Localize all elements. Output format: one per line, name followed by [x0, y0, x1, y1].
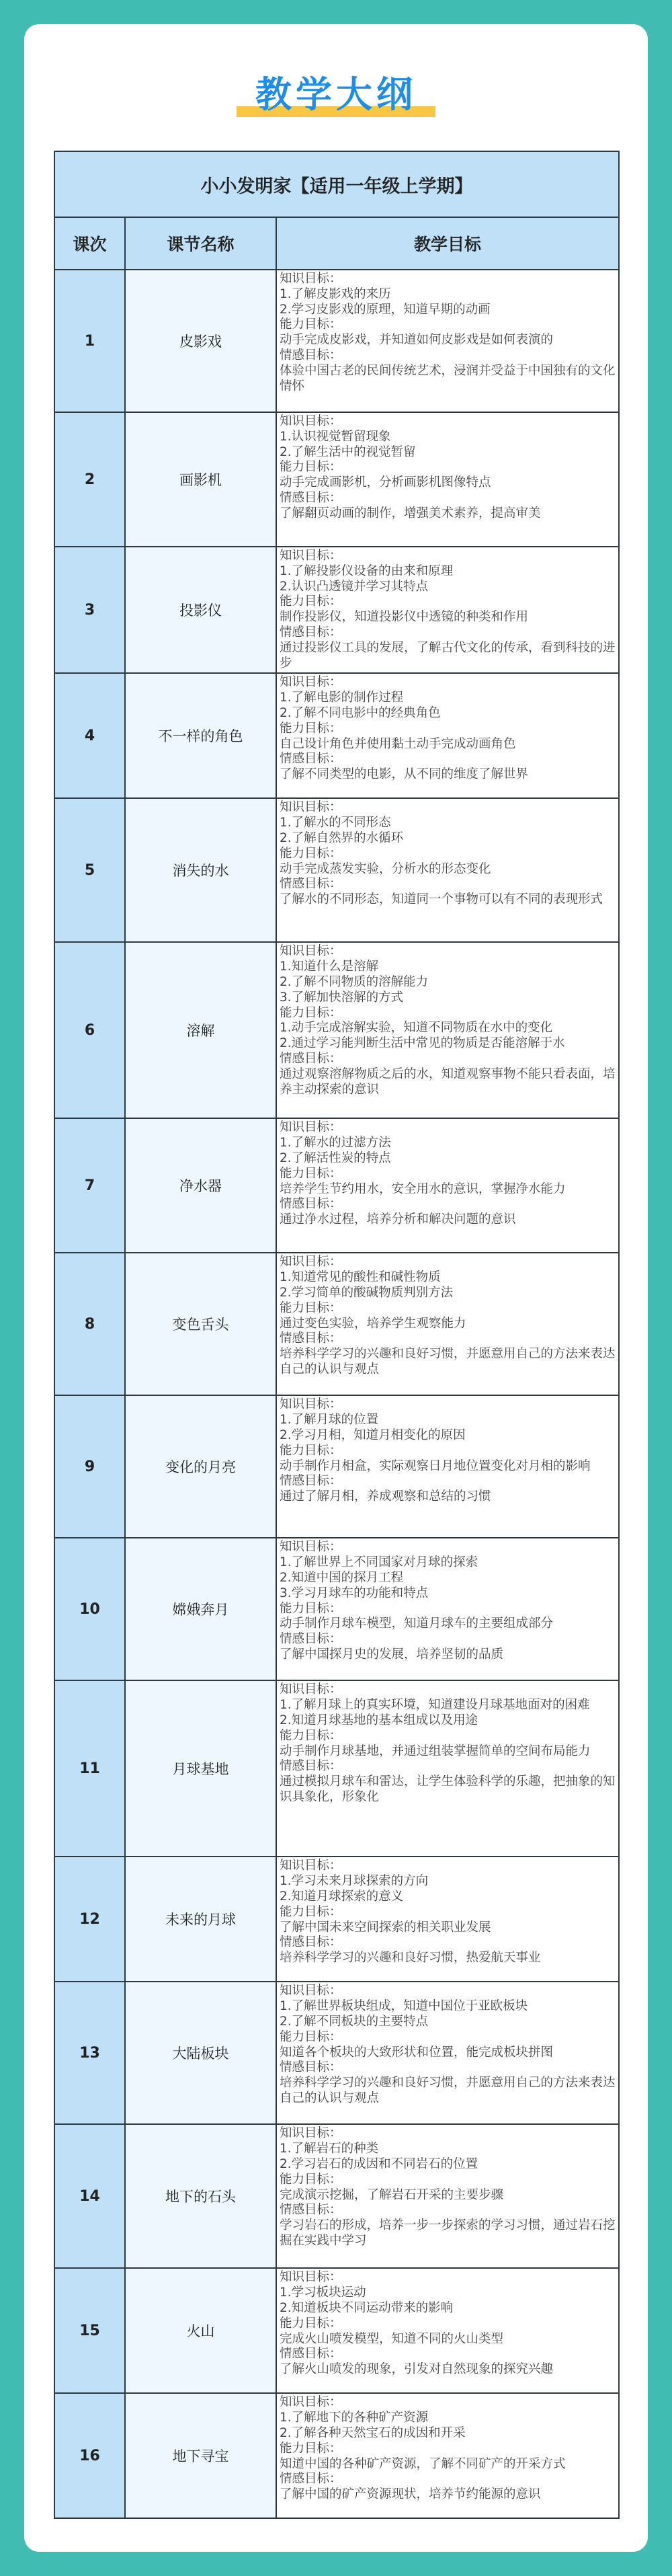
lesson-number: 2 — [54, 412, 125, 547]
table-row — [54, 673, 619, 798]
goal-line: 知识目标： — [280, 800, 342, 815]
header-lesson-name: 课节名称 — [125, 217, 276, 270]
lesson-goals — [276, 1395, 619, 1538]
goal-line: 知识目标： — [280, 2126, 342, 2141]
table-row — [54, 1857, 619, 1982]
lesson-name: 净水器 — [125, 1118, 276, 1253]
goal-line: 知识目标： — [280, 272, 342, 286]
goal-line: 2.了解活性炭的特点 — [280, 1150, 391, 1165]
goal-line: 能力目标： — [280, 846, 342, 861]
goal-line: 1.认识视觉暂留现象 — [280, 429, 391, 444]
goal-line: 了解火山喷发的现象，引发对自然现象的探究兴趣 — [280, 2362, 554, 2377]
goal-line: 1.了解水的过滤方法 — [280, 1136, 391, 1150]
goal-line: 能力目标： — [280, 721, 342, 736]
goal-line: 情感目标： — [280, 1331, 342, 1346]
goal-line: 2.了解自然界的水循环 — [280, 830, 404, 845]
goal-line: 动手完成蒸发实验，分析水的形态变化 — [280, 861, 491, 876]
lesson-number: 15 — [54, 2268, 125, 2393]
goal-line: 情感目标： — [280, 1632, 342, 1647]
goal-line: 自己设计角色并使用黏土动手完成动画角色 — [280, 736, 516, 751]
goal-line: 培养学生节约用水，安全用水的意识，掌握净水能力 — [280, 1181, 566, 1196]
goal-line: 情感目标： — [280, 2472, 342, 2487]
goal-line: 通过投影仪工具的发展，了解古代文化的传承，看到科技的进步 — [280, 640, 616, 670]
lesson-goals — [276, 1857, 619, 1982]
goal-line: 能力目标： — [280, 2172, 342, 2187]
goal-line: 能力目标： — [280, 2441, 342, 2456]
lesson-name: 不一样的角色 — [125, 673, 276, 798]
goal-line: 情感目标： — [280, 490, 342, 505]
table-row — [54, 2393, 619, 2518]
goal-line: 情感目标： — [280, 1935, 342, 1950]
goal-line: 能力目标： — [280, 594, 342, 609]
lesson-name: 火山 — [125, 2268, 276, 2393]
goal-line: 1.了解电影的制作过程 — [280, 691, 404, 705]
lesson-goals — [276, 2268, 619, 2393]
goal-line: 2.知道月球基地的基本组成以及用途 — [280, 1713, 478, 1727]
goal-line: 2.学习皮影戏的原理，知道早期的动画 — [280, 302, 491, 317]
lesson-goals — [276, 942, 619, 1118]
lesson-number: 14 — [54, 2124, 125, 2268]
goal-line: 1.了解世界上不同国家对月球的探索 — [280, 1555, 478, 1570]
goal-line: 情感目标： — [280, 1197, 342, 1212]
goal-line: 知道各个板块的大致形状和位置，能完成板块拼图 — [280, 2045, 554, 2060]
goal-line: 了解中国的矿产资源现状，培养节约能源的意识 — [280, 2487, 541, 2502]
goal-line: 1.知道什么是溶解 — [280, 960, 379, 974]
lesson-goals — [276, 412, 619, 547]
goal-line: 知识目标： — [280, 2395, 342, 2410]
lesson-name: 变化的月亮 — [125, 1395, 276, 1538]
lesson-number: 6 — [54, 942, 125, 1118]
goal-line: 1.了解地下的各种矿产资源 — [280, 2411, 429, 2425]
goal-line: 3.学习月球车的功能和特点 — [280, 1586, 429, 1600]
lesson-name: 画影机 — [125, 412, 276, 547]
table-row — [54, 547, 619, 673]
goal-line: 1.了解岩石的种类 — [280, 2142, 379, 2156]
goal-line: 能力目标： — [280, 1728, 342, 1743]
goal-line: 知识目标： — [280, 944, 342, 959]
lesson-name: 大陆板块 — [125, 1982, 276, 2124]
goal-line: 知识目标： — [280, 1397, 342, 1412]
goal-line: 1.了解皮影戏的来历 — [280, 286, 391, 301]
goal-line: 动手制作月球基地，并通过组装掌握简单的空间布局能力 — [280, 1744, 591, 1758]
table-row — [54, 1253, 619, 1395]
goal-line: 2.学习简单的酸碱物质判别方法 — [280, 1285, 454, 1300]
goal-line: 1.学习板块运动 — [280, 2286, 366, 2300]
goal-line: 1.了解水的不同形态 — [280, 816, 391, 830]
goal-line: 2.认识凸透镜并学习其特点 — [280, 579, 429, 594]
lesson-goals — [276, 2124, 619, 2268]
table-row — [54, 798, 619, 942]
lesson-number: 16 — [54, 2393, 125, 2518]
title-area — [24, 71, 648, 118]
lesson-goals — [276, 1118, 619, 1253]
goal-line: 2.知道中国的探月工程 — [280, 1570, 404, 1585]
goal-line: 1.了解世界板块组成，知道中国位于亚欧板块 — [280, 1999, 528, 2014]
goal-line: 情感目标： — [280, 2060, 342, 2075]
goal-line: 动手制作月相盒，实际观察日月地位置变化对月相的影响 — [280, 1458, 591, 1473]
goal-line: 知识目标： — [280, 1682, 342, 1697]
lesson-goals — [276, 673, 619, 798]
goal-line: 知识目标： — [280, 675, 342, 690]
goal-line: 通过变色实验，培养学生观察能力 — [280, 1316, 466, 1331]
table-row — [54, 270, 619, 412]
goal-line: 2.了解生活中的视觉暂留 — [280, 444, 416, 459]
table-row — [54, 1680, 619, 1857]
goal-line: 2.了解不同板块的主要特点 — [280, 2014, 429, 2029]
goal-line: 能力目标： — [280, 2029, 342, 2044]
lesson-goals — [276, 1253, 619, 1395]
goal-line: 了解翻页动画的制作，增强美术素养，提高审美 — [280, 506, 541, 520]
table-body — [54, 270, 619, 2518]
goal-line: 能力目标： — [280, 1904, 342, 1919]
goal-line: 培养科学学习的兴趣和良好习惯，热爱航天事业 — [280, 1951, 541, 1965]
goal-line: 了解不同类型的电影，从不同的维度了解世界 — [280, 767, 529, 782]
page-title — [237, 71, 435, 118]
goal-line: 能力目标： — [280, 2316, 342, 2331]
goal-line: 情感目标： — [280, 1474, 342, 1489]
lesson-name: 溶解 — [125, 942, 276, 1118]
goal-line: 情感目标： — [280, 1051, 342, 1066]
goal-line: 知识目标： — [280, 1120, 342, 1135]
goal-line: 能力目标： — [280, 460, 342, 475]
lesson-name: 嫦娥奔月 — [125, 1538, 276, 1680]
table-row — [54, 2124, 619, 2268]
goal-line: 能力目标： — [280, 1443, 342, 1458]
goal-line: 2.知道月球探索的意义 — [280, 1889, 404, 1904]
goal-line: 1.动手完成溶解实验，知道不同物质在水中的变化 — [280, 1021, 553, 1036]
goal-line: 通过观察溶解物质之后的水，知道观察事物不能只看表面，培养主动探索的意识 — [280, 1066, 616, 1097]
goal-line: 2.学习岩石的成因和不同岩石的位置 — [280, 2156, 478, 2171]
lesson-number: 4 — [54, 673, 125, 798]
lesson-number: 12 — [54, 1857, 125, 1982]
lesson-number: 10 — [54, 1538, 125, 1680]
lesson-number: 11 — [54, 1680, 125, 1857]
goal-line: 情感目标： — [280, 1759, 342, 1774]
goal-line: 2.了解各种天然宝石的成因和开采 — [280, 2425, 466, 2440]
goal-line: 知识目标： — [280, 1859, 342, 1873]
goal-line: 2.学习月相，知道月相变化的原因 — [280, 1428, 466, 1442]
goal-line: 情感目标： — [280, 2203, 342, 2218]
lesson-name: 月球基地 — [125, 1680, 276, 1857]
page-title-label: 教学大纲 — [255, 73, 417, 116]
lesson-goals — [276, 798, 619, 942]
lesson-name: 地下的石头 — [125, 2124, 276, 2268]
goal-line: 2.通过学习能判断生活中常见的物质是否能溶解于水 — [280, 1036, 565, 1051]
goal-line: 了解中国探月史的发展，培养坚韧的品质 — [280, 1647, 504, 1662]
lesson-number: 7 — [54, 1118, 125, 1253]
lesson-number: 1 — [54, 270, 125, 412]
goal-line: 知识目标： — [280, 549, 342, 563]
table-row — [54, 1118, 619, 1253]
goal-line: 通过净水过程，培养分析和解决问题的意识 — [280, 1212, 516, 1227]
goal-line: 能力目标： — [280, 1166, 342, 1181]
goal-line: 1.了解月球上的真实环境，知道建设月球基地面对的困难 — [280, 1698, 590, 1713]
lesson-number: 9 — [54, 1395, 125, 1538]
lesson-number: 3 — [54, 547, 125, 673]
goal-line: 了解水的不同形态，知道同一个事物可以有不同的表现形式 — [280, 892, 603, 907]
lesson-name: 消失的水 — [125, 798, 276, 942]
goal-line: 1.了解月球的位置 — [280, 1413, 379, 1428]
goal-line: 了解中国未来空间探索的相关职业发展 — [280, 1920, 491, 1935]
goal-line: 知道中国的各种矿产资源，了解不同矿产的开采方式 — [280, 2456, 566, 2471]
lesson-name: 地下寻宝 — [125, 2393, 276, 2518]
lesson-goals — [276, 270, 619, 412]
table-row — [54, 412, 619, 547]
lesson-goals — [276, 1680, 619, 1857]
goal-line: 制作投影仪，知道投影仪中透镜的种类和作用 — [280, 610, 529, 625]
table-row — [54, 942, 619, 1118]
header-lesson-number: 课次 — [54, 217, 125, 270]
goal-line: 情感目标： — [280, 625, 342, 639]
table-row — [54, 1982, 619, 2124]
lesson-goals — [276, 547, 619, 673]
table-row — [54, 2268, 619, 2393]
goal-line: 知识目标： — [280, 2270, 342, 2285]
goal-line: 1.了解投影仪设备的由来和原理 — [280, 563, 454, 578]
goal-line: 情感目标： — [280, 877, 342, 892]
goal-line: 动手完成画影机，分析画影机图像特点 — [280, 475, 491, 490]
lesson-name: 未来的月球 — [125, 1857, 276, 1982]
goal-line: 知识目标： — [280, 414, 342, 428]
goal-line: 情感目标： — [280, 2347, 342, 2362]
header-teaching-goals: 教学目标 — [276, 217, 619, 270]
goal-line: 能力目标： — [280, 1601, 342, 1616]
lesson-goals — [276, 2393, 619, 2518]
goal-line: 3.了解加快溶解的方式 — [280, 990, 404, 1005]
lesson-number: 5 — [54, 798, 125, 942]
goal-line: 情感目标： — [280, 348, 342, 362]
goal-line: 1.学习未来月球探索的方向 — [280, 1874, 429, 1889]
goal-line: 能力目标： — [280, 1300, 342, 1315]
goal-line: 能力目标： — [280, 317, 342, 332]
goal-line: 动手制作月球车模型，知道月球车的主要组成部分 — [280, 1616, 554, 1631]
goal-line: 知识目标： — [280, 1255, 342, 1270]
goal-line: 动手完成皮影戏，并知道如何皮影戏是如何表演的 — [280, 333, 554, 348]
table-row — [54, 1395, 619, 1538]
goal-line: 培养科学学习的兴趣和良好习惯，并愿意用自己的方法来表达自己的认识与观点 — [280, 1347, 616, 1376]
goal-line: 能力目标： — [280, 1005, 342, 1020]
lesson-goals — [276, 1982, 619, 2124]
goal-line: 完成火山喷发模型，知道不同的火山类型 — [280, 2331, 504, 2346]
goal-line: 培养科学学习的兴趣和良好习惯，并愿意用自己的方法来表达自己的认识与观点 — [280, 2076, 616, 2105]
goal-line: 2.了解不同物质的溶解能力 — [280, 974, 429, 989]
lesson-name: 皮影戏 — [125, 270, 276, 412]
lesson-name: 投影仪 — [125, 547, 276, 673]
goal-line: 知识目标： — [280, 1540, 342, 1555]
syllabus-table — [54, 151, 620, 2519]
outline-card — [24, 24, 648, 2552]
goal-line: 通过模拟月球车和雷达，让学生体验科学的乐趣，把抽象的知识具象化，形象化 — [280, 1774, 616, 1804]
lesson-number: 8 — [54, 1253, 125, 1395]
lesson-goals — [276, 1538, 619, 1680]
table-caption: 小小发明家【适用一年级上学期】 — [54, 151, 619, 217]
goal-line: 知识目标： — [280, 1984, 342, 1998]
lesson-name: 变色舌头 — [125, 1253, 276, 1395]
goal-line: 体验中国古老的民间传统艺术，浸润并受益于中国独有的文化情怀 — [280, 363, 616, 393]
lesson-number: 13 — [54, 1982, 125, 2124]
goal-line: 情感目标： — [280, 752, 342, 767]
goal-line: 1.知道常见的酸性和碱性物质 — [280, 1270, 441, 1285]
goal-line: 通过了解月相，养成观察和总结的习惯 — [280, 1489, 491, 1504]
goal-line: 2.知道板块不同运动带来的影响 — [280, 2300, 454, 2315]
goal-line: 完成演示挖掘，了解岩石开采的主要步骤 — [280, 2187, 504, 2202]
goal-line: 2.了解不同电影中的经典角色 — [280, 705, 441, 720]
goal-line: 学习岩石的形成，培养一步一步探索的学习习惯，通过岩石挖掘在实践中学习 — [280, 2218, 616, 2248]
table-row — [54, 1538, 619, 1680]
